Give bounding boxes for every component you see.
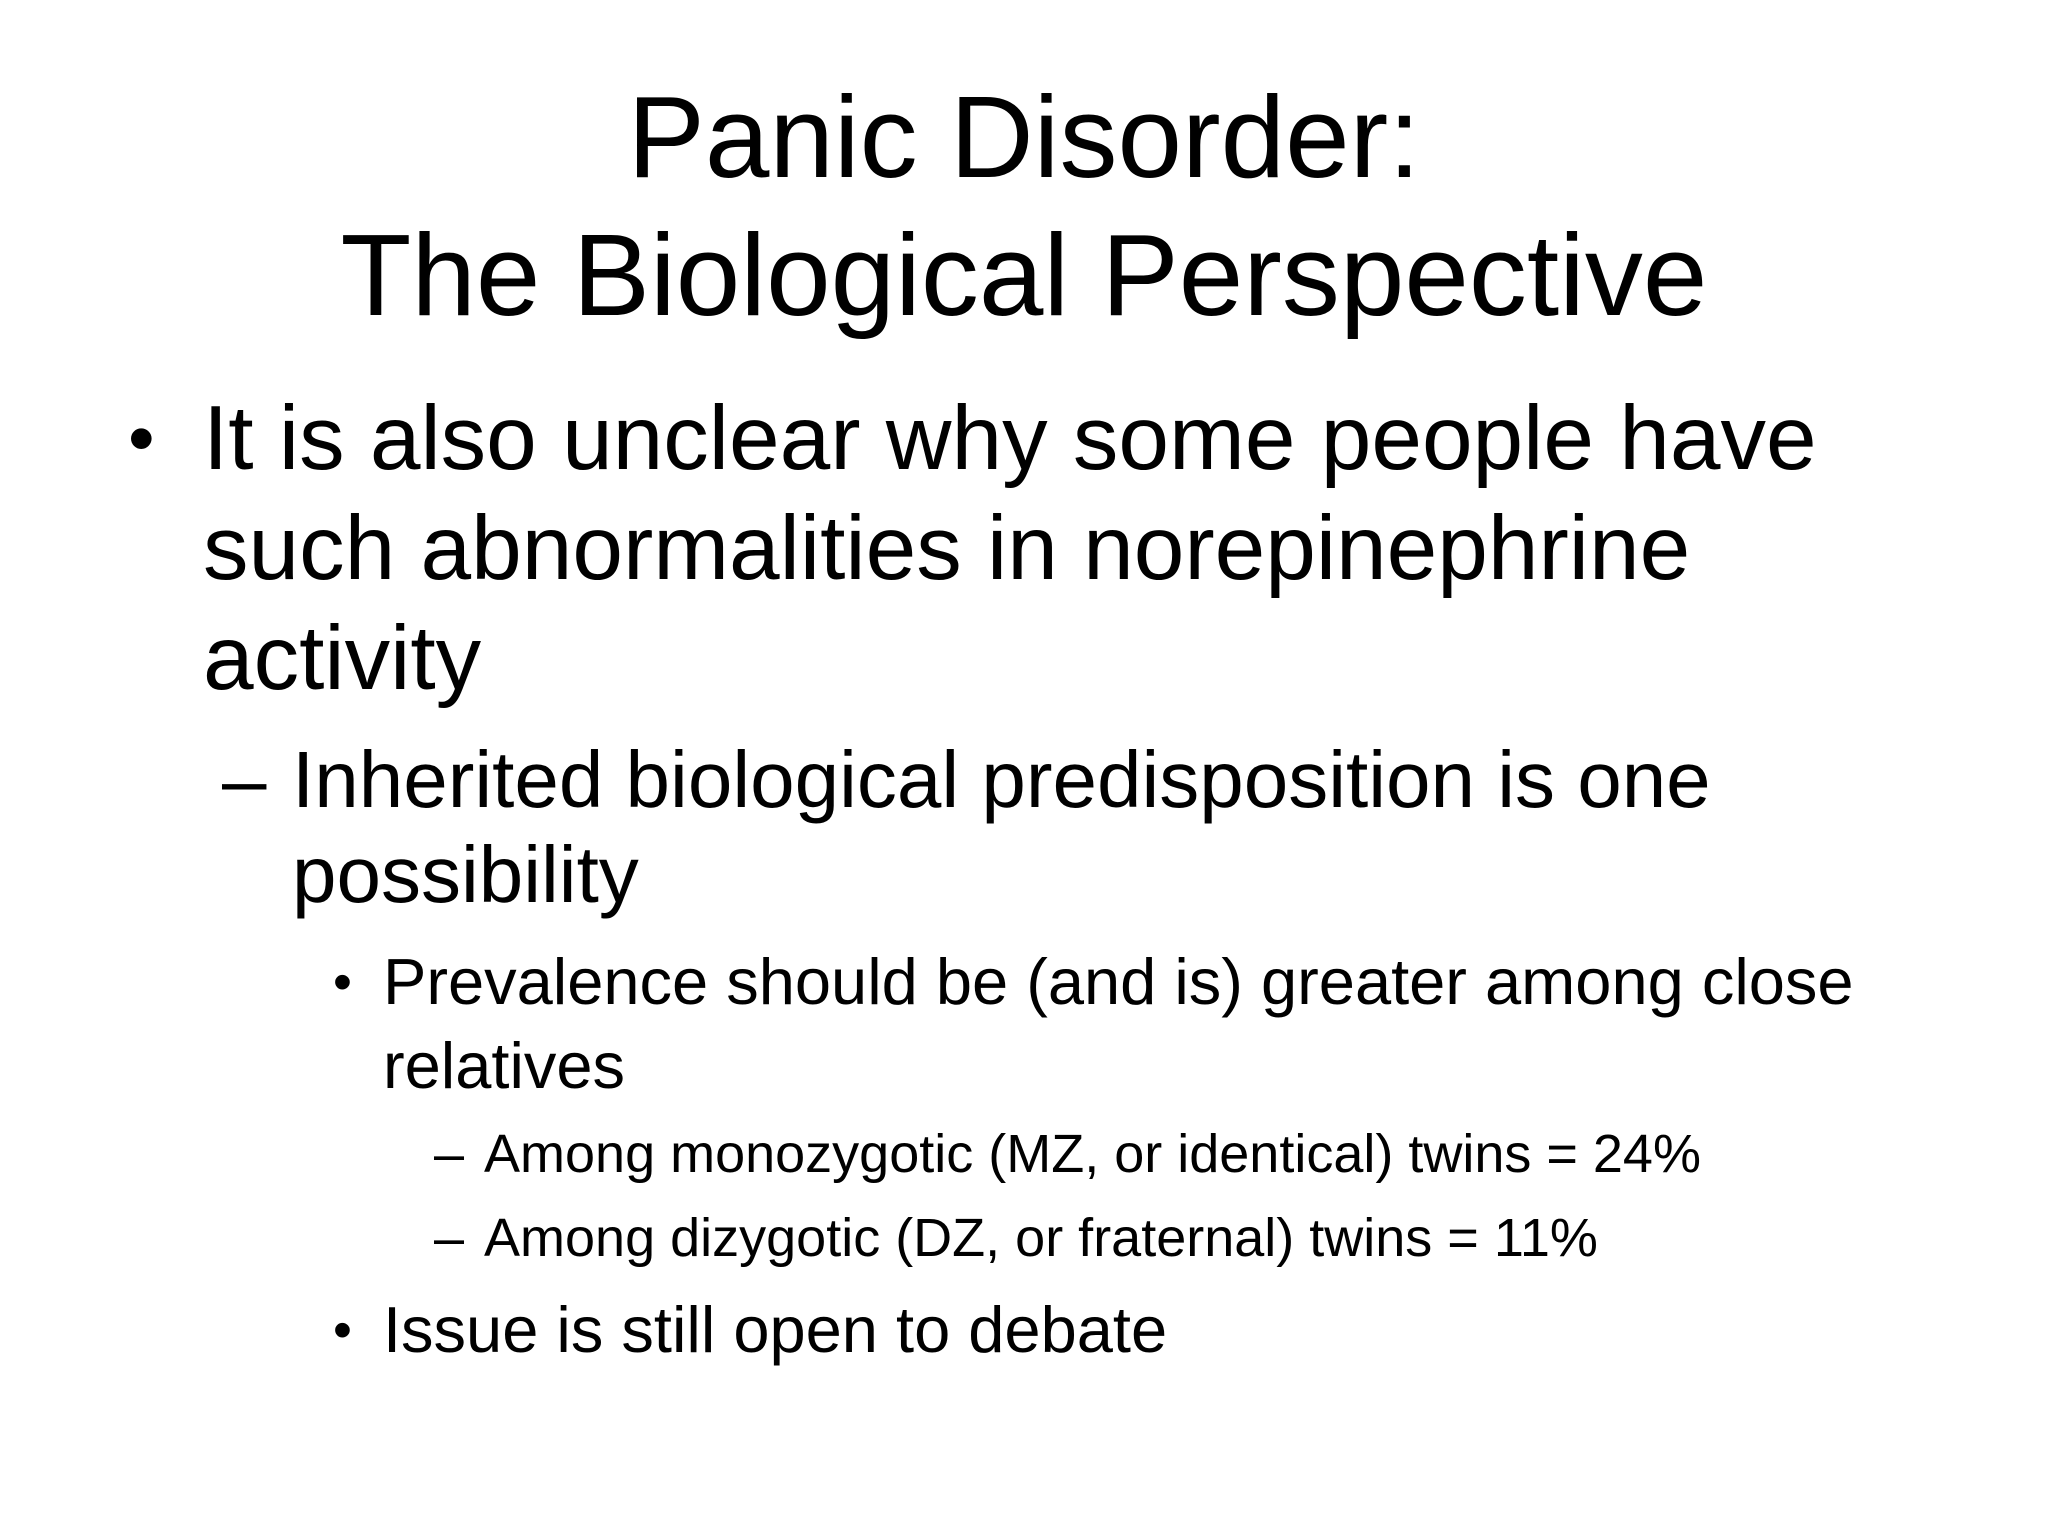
bullet-level-2 <box>222 732 1782 922</box>
bullet-level-3-prevalence <box>333 940 1973 1108</box>
title-line-1: Panic Disorder: <box>627 72 1421 202</box>
bullet-text-prevalence: Prevalence should be (and is) greater among close relatives <box>383 945 1854 1102</box>
bullet-marker: • <box>333 1300 352 1360</box>
bullet-text-inherited: Inherited biological predisposition is one possibility <box>292 735 1711 919</box>
bullet-text-mz-twins: Among monozygotic (MZ, or identical) twins = 24% <box>484 1124 1701 1184</box>
dash-marker: – <box>434 1208 465 1268</box>
dash-marker: – <box>434 1124 465 1184</box>
slide-title <box>0 68 2048 344</box>
bullet-level-4-mz <box>434 1122 1934 1186</box>
bullet-level-3-debate <box>333 1288 1973 1372</box>
bullet-text-debate: Issue is still open to debate <box>383 1293 1168 1366</box>
title-line-2: The Biological Perspective <box>340 210 1708 340</box>
bullet-marker: • <box>333 952 352 1012</box>
bullet-level-1 <box>128 384 1928 714</box>
dash-marker: – <box>222 735 267 824</box>
bullet-text-dz-twins: Among dizygotic (DZ, or fraternal) twins = 11% <box>484 1208 1598 1268</box>
bullet-level-4-dz <box>434 1206 1934 1270</box>
bullet-marker: • <box>128 396 155 481</box>
bullet-text-main: It is also unclear why some people have such abnormalities in norepinephrine activity <box>203 388 1817 709</box>
